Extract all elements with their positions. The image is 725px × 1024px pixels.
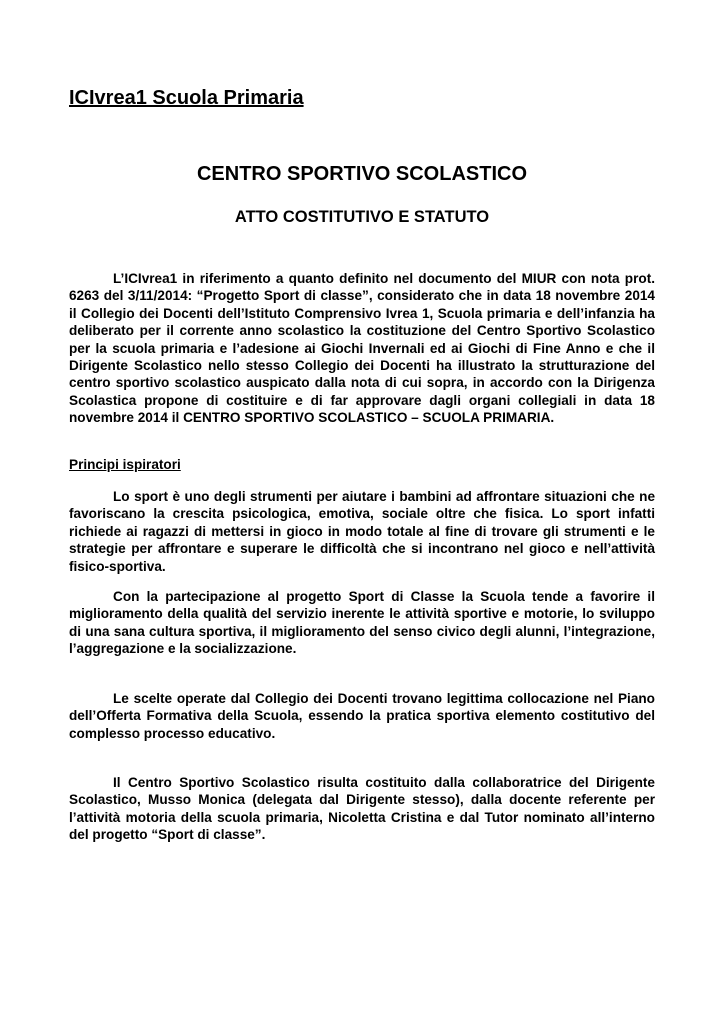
paragraph-center: Il Centro Sportivo Scolastico risulta costituito dalla collaboratrice del Dirigente Scolastico, Musso Monica (delegata dal Dirigente stesso), dalla docente referente per l’attività motoria della scuola primaria, Nicoletta Cristina e dal Tutor nominato all’interno del progetto “Sport di classe”. xyxy=(69,775,655,843)
paragraph-participation: Con la partecipazione al progetto Sport di Classe la Scuola tende a favorire il miglioramento della qualità del servizio inerente le attività sportive e motorie, lo sviluppo di una sana cultura sportiva, il miglioramento del senso civico degli alunni, l’integrazione, l’aggregazione e la socializzazione. xyxy=(69,589,655,657)
paragraph-sport: Lo sport è uno degli strumenti per aiutare i bambini ad affrontare situazioni che ne favoriscano la crescita psicologica, emotiva, sociale oltre che fisica. Lo sport infatti richiede ai ragazzi di mettersi in gioco in modo totale al fine di trovare gli strumenti e le strategie per affrontare e superare le difficoltà che si incontrano nel gioco e nell’attività fisico-sportiva. xyxy=(69,489,655,574)
school-title: ICIvrea1 Scuola Primaria xyxy=(69,87,304,109)
main-title: CENTRO SPORTIVO SCOLASTICO xyxy=(196,163,528,185)
paragraph-choices: Le scelte operate dal Collegio dei Docenti trovano legittima collocazione nel Piano dell’Offerta Formativa della Scuola, essendo la pratica sportiva elemento costitutivo del complesso processo educativo. xyxy=(69,691,655,741)
sub-title: ATTO COSTITUTIVO E STATUTO xyxy=(234,208,490,226)
intro-paragraph: L’ICIvrea1 in riferimento a quanto definito nel documento del MIUR con nota prot. 6263 del 3/11/2014: “Progetto Sport di classe”, considerato che in data 18 novembre 2014 il Collegio dei Docenti dell’Istituto Comprensivo Ivrea 1, Scuola primaria e dell’infanzia ha deliberato per il corrente anno scolastico la costituzione del Centro Sportivo Scolastico per la scuola primaria e l’adesione ai Giochi Invernali ed ai Giochi di Fine Anno e che il Dirigente Scolastico nello stesso Collegio dei Docenti ha illustrato la strutturazione del centro sportivo scolastico auspicato dalla nota di cui sopra, in accordo con la Dirigenza Scolastica propone di costituire e di far approvare dagli organi collegiali in data 18 novembre 2014 il CENTRO SPORTIVO SCOLASTICO – SCUOLA PRIMARIA. xyxy=(69,271,655,426)
section-heading: Principi ispiratori xyxy=(69,457,181,472)
